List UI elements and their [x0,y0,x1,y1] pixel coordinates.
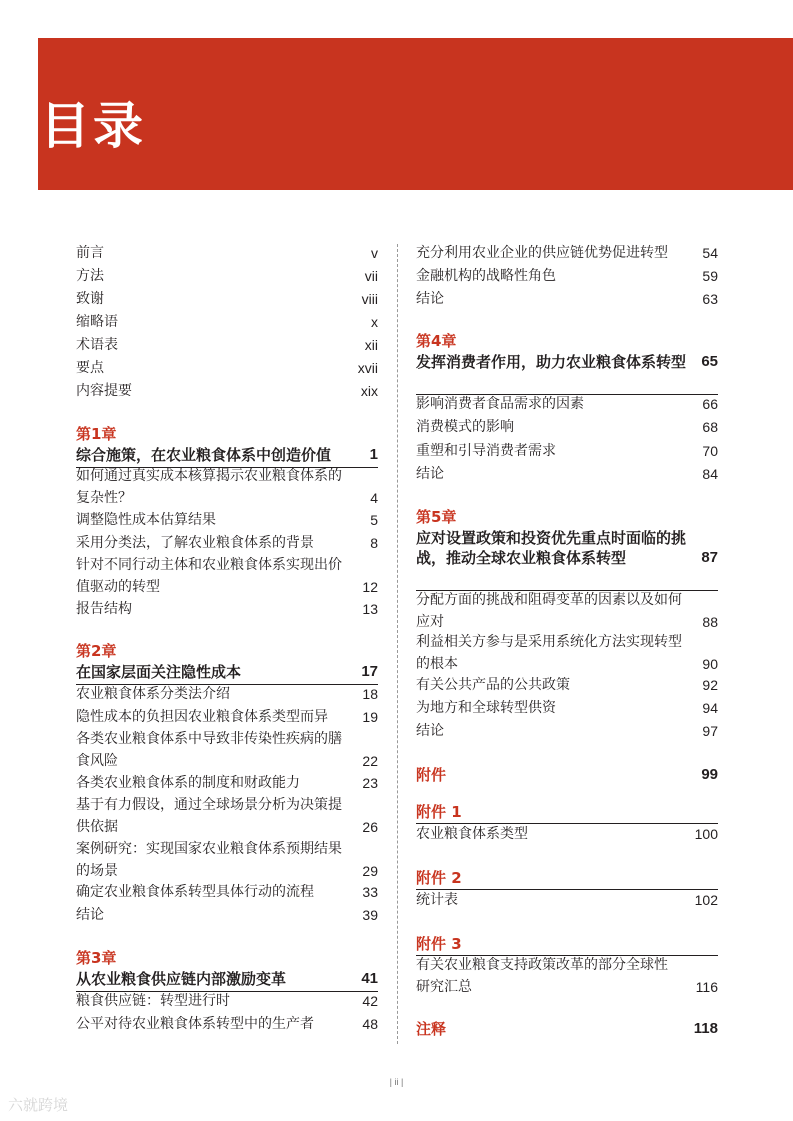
toc-entry[interactable]: 案例研究：实现国家农业粮食体系预期结果的场景 29 [76,841,378,879]
chapter-2-label: 第2章 [76,642,117,660]
toc-entry[interactable]: 粮食供应链：转型进行时 42 [76,993,378,1009]
toc-entry[interactable]: 分配方面的挑战和阻碍变革的因素以及如何应对 88 [416,592,718,630]
column-divider [397,244,398,1044]
watermark: 六就跨境 [8,1096,69,1114]
chapter-1-title[interactable]: 综合施策，在农业粮食体系中创造价值 1 [76,446,378,464]
toc-entry[interactable]: 有关农业粮食支持政策改革的部分全球性研究汇总 116 [416,957,718,995]
chapter-4-label: 第4章 [416,332,457,350]
toc-entry[interactable]: 有关公共产品的公共政策 92 [416,677,718,693]
toc-entry-acknowledgements[interactable]: 致谢 viii [76,291,378,307]
chapter-1-label: 第1章 [76,425,117,443]
toc-entry-key-messages[interactable]: 要点 xvii [76,360,378,376]
toc-entry[interactable]: 确定农业粮食体系转型具体行动的流程 33 [76,884,378,900]
toc-entry-abbreviations[interactable]: 缩略语 x [76,314,378,330]
toc-entry[interactable]: 报告结构 13 [76,601,378,617]
toc-entry[interactable]: 结论 84 [416,466,718,482]
toc-entry-foreword[interactable]: 前言 v [76,245,378,261]
toc-entry[interactable]: 结论 39 [76,907,378,923]
chapter-3-title[interactable]: 从农业粮食供应链内部激励变革 41 [76,970,378,988]
toc-entry[interactable]: 隐性成本的负担因农业粮食体系类型而异 19 [76,709,378,725]
page-title: 目录 [40,97,146,155]
title-banner [38,38,793,190]
chapter-2-title[interactable]: 在国家层面关注隐性成本 17 [76,663,378,681]
annex-3-label: 附件 3 [416,935,462,953]
toc-entry[interactable]: 影响消费者食品需求的因素 66 [416,396,718,412]
toc-entry-methods[interactable]: 方法 vii [76,268,378,284]
toc-entry[interactable]: 结论 97 [416,723,718,739]
toc-entry[interactable]: 针对不同行动主体和农业粮食体系实现出价值驱动的转型 12 [76,557,378,595]
toc-entry[interactable]: 统计表 102 [416,892,718,908]
notes-heading[interactable]: 注释 118 [416,1020,718,1038]
toc-entry[interactable]: 为地方和全球转型供资 94 [416,700,718,716]
toc-entry[interactable]: 结论 63 [416,291,718,307]
toc-entry[interactable]: 消费模式的影响 68 [416,419,718,435]
toc-entry[interactable]: 利益相关方参与是采用系统化方法实现转型的根本 90 [416,634,718,672]
toc-entry[interactable]: 各类农业粮食体系的制度和财政能力 23 [76,775,378,791]
page-number: | ii | [389,1077,404,1087]
toc-entry[interactable]: 调整隐性成本估算结果 5 [76,512,378,528]
toc-entry[interactable]: 基于有力假设，通过全球场景分析为决策提供依据 26 [76,797,378,835]
annex-2-label: 附件 2 [416,869,462,887]
toc-entry[interactable]: 农业粮食体系分类法介绍 18 [76,686,378,702]
annex-heading[interactable]: 附件 99 [416,766,718,784]
toc-entry[interactable]: 公平对待农业粮食体系转型中的生产者 48 [76,1016,378,1032]
toc-entry[interactable]: 金融机构的战略性角色 59 [416,268,718,284]
toc-entry[interactable]: 充分利用农业企业的供应链优势促进转型 54 [416,245,718,261]
toc-entry-executive-summary[interactable]: 内容提要 xix [76,383,378,399]
toc-entry[interactable]: 如何通过真实成本核算揭示农业粮食体系的复杂性？ 4 [76,468,378,506]
toc-entry[interactable]: 采用分类法，了解农业粮食体系的背景 8 [76,535,378,551]
chapter-4-title[interactable]: 发挥消费者作用，助力农业粮食体系转型 65 [416,353,718,371]
toc-entry-glossary[interactable]: 术语表 xii [76,337,378,353]
toc-entry[interactable]: 农业粮食体系类型 100 [416,826,718,842]
chapter-5-label: 第5章 [416,508,457,526]
annex-1-label: 附件 1 [416,803,462,821]
toc-entry[interactable]: 重塑和引导消费者需求 70 [416,443,718,459]
chapter-3-label: 第3章 [76,949,117,967]
toc-entry[interactable]: 各类农业粮食体系中导致非传染性疾病的膳食风险 22 [76,731,378,769]
chapter-5-title[interactable]: 应对设置政策和投资优先重点时面临的挑战，推动全球农业粮食体系转型 87 [416,529,718,567]
